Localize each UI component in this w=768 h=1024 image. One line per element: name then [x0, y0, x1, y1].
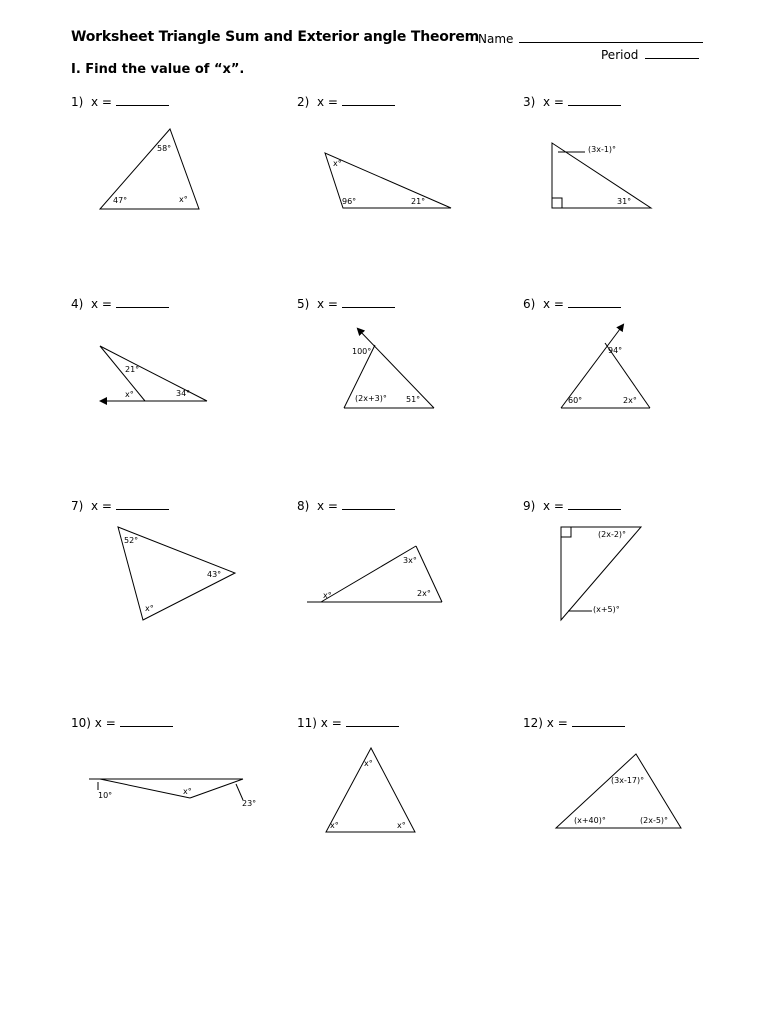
answer-prefix: x = [90, 297, 112, 311]
angle-label: 23° [242, 799, 257, 808]
angle-label: x° [125, 390, 134, 399]
angle-label: (2x-5)° [640, 816, 669, 825]
angle-label: 21° [411, 197, 426, 206]
answer-prefix: x = [94, 716, 116, 730]
answer-prefix: x = [316, 95, 338, 109]
name-label: Name [478, 32, 514, 46]
angle-label: x° [333, 159, 342, 168]
answer-prefix: x = [90, 499, 112, 513]
angle-label: 10° [98, 791, 113, 800]
problem-number: 6) [523, 297, 536, 311]
angle-label: 52° [124, 536, 139, 545]
answer-prefix: x = [316, 297, 338, 311]
worksheet-title: Worksheet Triangle Sum and Exterior angle Theorem [71, 29, 480, 45]
angle-label: 96° [342, 197, 357, 206]
angle-label: 2x° [417, 589, 431, 598]
angle-label: 51° [406, 395, 421, 404]
problem-number: 9) [523, 499, 536, 513]
angle-label: x° [397, 821, 406, 830]
answer-prefix: x = [546, 716, 568, 730]
angle-label: (x+5)° [593, 605, 620, 614]
angle-label: (3x-1)° [588, 145, 617, 154]
answer-prefix: x = [542, 95, 564, 109]
angle-label: x° [323, 591, 332, 600]
angle-label: (3x-17)° [611, 776, 645, 785]
problem-number: 4) [71, 297, 84, 311]
problem-number: 10) [71, 716, 91, 730]
angle-label: x° [183, 787, 192, 796]
angle-label: (x+40)° [574, 816, 606, 825]
problem-number: 5) [297, 297, 310, 311]
angle-label: 3x° [403, 556, 417, 565]
angle-label: 94° [608, 346, 623, 355]
angle-label: x° [179, 195, 188, 204]
problem-number: 11) [297, 716, 317, 730]
angle-label: 100° [352, 347, 372, 356]
problem-number: 8) [297, 499, 310, 513]
angle-label: (2x-2)° [598, 530, 627, 539]
angle-label: 34° [176, 389, 191, 398]
angle-label: x° [145, 604, 154, 613]
instructions: I. Find the value of “x”. [71, 62, 245, 77]
angle-label: 31° [617, 197, 632, 206]
triangle-figure-4 [100, 346, 207, 401]
angle-label: 21° [125, 365, 140, 374]
problem-number: 3) [523, 95, 536, 109]
angle-label: (2x+3)° [355, 394, 387, 403]
answer-prefix: x = [320, 716, 342, 730]
angle-label: 60° [568, 396, 583, 405]
answer-prefix: x = [542, 297, 564, 311]
angle-label: x° [330, 821, 339, 830]
problem-number: 2) [297, 95, 310, 109]
problem-number: 12) [523, 716, 543, 730]
right-angle-mark [561, 527, 571, 537]
angle-label: 58° [157, 144, 172, 153]
problem-number: 7) [71, 499, 84, 513]
answer-prefix: x = [316, 499, 338, 513]
angle-label: x° [364, 759, 373, 768]
angle-label: 2x° [623, 396, 637, 405]
angle-label: 43° [207, 570, 222, 579]
right-angle-mark [552, 198, 562, 208]
problem-number: 1) [71, 95, 84, 109]
answer-prefix: x = [542, 499, 564, 513]
answer-prefix: x = [90, 95, 112, 109]
period-label: Period [601, 48, 639, 62]
angle-label: 47° [113, 196, 128, 205]
